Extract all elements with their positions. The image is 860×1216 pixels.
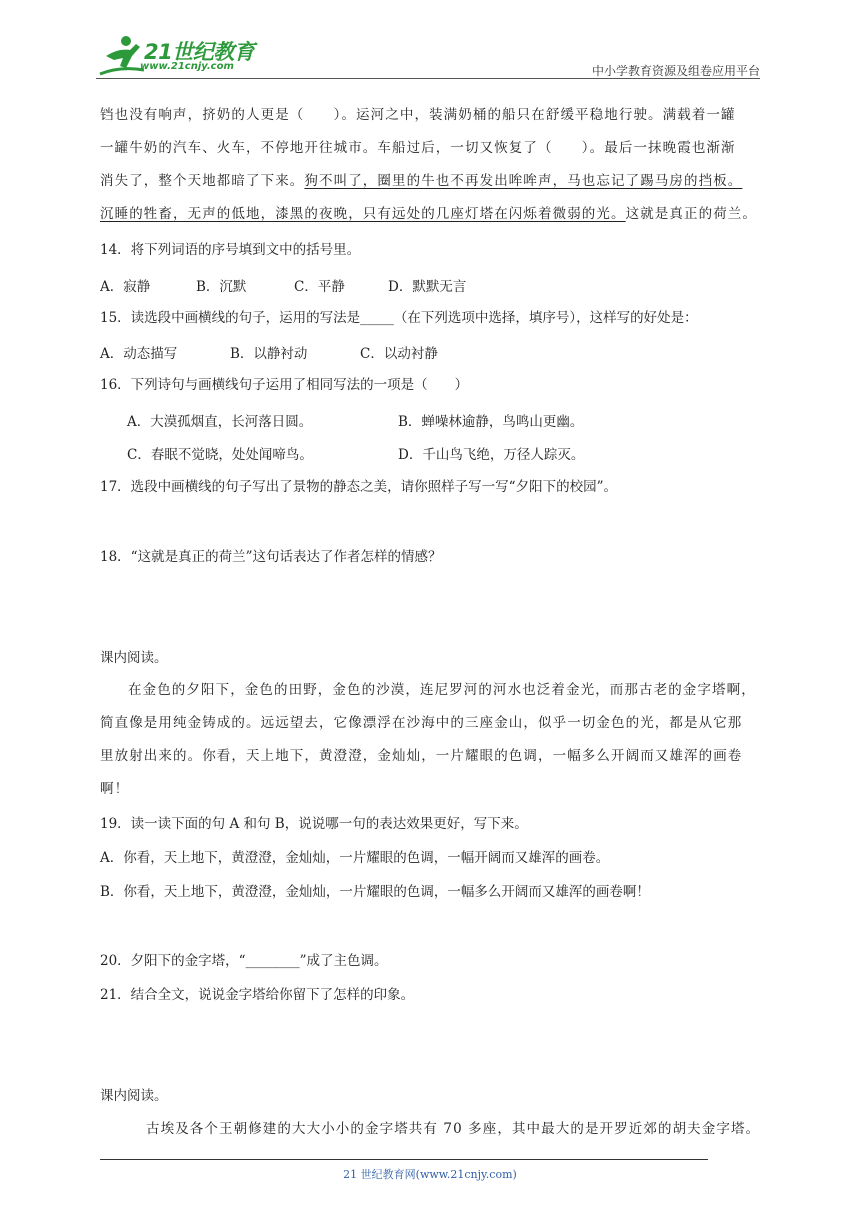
question-18: 18．“这就是真正的荷兰”这句话表达了作者怎样的情感？ <box>100 549 442 565</box>
q14-option-d: D．默默无言 <box>388 279 467 295</box>
q19-sentence-b: B．你看，天上地下，黄澄澄，金灿灿，一片耀眼的色调，一幅多么开阔而又雄浑的画卷啊！ <box>100 884 650 900</box>
header-platform-text: 中小学教育资源及组卷应用平台 <box>591 64 760 78</box>
q19-sentence-a: A．你看，天上地下，黄澄澄，金灿灿，一片耀眼的色调，一幅开阔而又雄浑的画卷。 <box>100 850 610 866</box>
question-19: 19．读一读下面的句 A 和句 B，说说哪一句的表达效果更好，写下来。 <box>100 816 528 832</box>
section2-para-line1: 在金色的夕阳下，金色的田野，金色的沙漠，连尼罗河的河水也泛着金光，而那古老的金字塔啊， <box>128 682 756 698</box>
section3-title: 课内阅读。 <box>100 1088 168 1104</box>
footer-link[interactable]: 21 世纪教育网(www.21cnjy.com) <box>343 1168 517 1181</box>
question-21: 21．结合全文，说说金字塔给你留下了怎样的印象。 <box>100 987 415 1003</box>
logo-url: www.21cnjy.com <box>140 61 234 72</box>
underlined-sentence-part1: 狗不叫了，圈里的牛也不再发出哞哞声，马也忘记了踢马房的挡板。 <box>304 173 743 189</box>
q15-option-a: A．动态描写 <box>100 346 178 362</box>
passage1-line4 <box>100 204 757 224</box>
section2-title: 课内阅读。 <box>100 650 168 666</box>
passage1-line4-plain: 这就是真正的荷兰。 <box>625 206 758 222</box>
q15-option-b: B．以静衬动 <box>230 346 308 362</box>
passage1-line2: 一罐牛奶的汽车、火车，不停地开往城市。车船过后，一切又恢复了（ ）。最后一抹晚霞也渐渐 <box>100 140 736 156</box>
q14-option-c: C．平静 <box>294 279 345 295</box>
page-header <box>96 30 760 80</box>
question-15: 15．读选段中画横线的句子，运用的写法是_____（在下列选项中选择，填序号），这样写的好处是： <box>100 310 698 326</box>
q16-option-d: D．千山鸟飞绝，万径人踪灭。 <box>398 447 585 463</box>
footer-divider <box>100 1159 708 1160</box>
section2-para-line2: 简直像是用纯金铸成的。远远望去，它像漂浮在沙海中的三座金山，似乎一切金色的光，都是从它那 <box>100 715 743 731</box>
q16-option-c: C．春眠不觉晓，处处闻啼鸟。 <box>127 447 313 463</box>
q14-option-a: A．寂静 <box>100 279 151 295</box>
underlined-sentence-part2: 沉睡的牲畜，无声的低地，漆黑的夜晚，只有远处的几座灯塔在闪烁着微弱的光。 <box>100 206 626 222</box>
question-17: 17．选段中画横线的句子写出了景物的静态之美，请你照样子写一写“夕阳下的校园”。 <box>100 479 617 495</box>
q16-option-a: A．大漠孤烟直，长河落日圆。 <box>127 414 313 430</box>
section2-para-line4: 啊！ <box>100 781 130 797</box>
logo <box>96 34 266 78</box>
question-20: 20．夕阳下的金字塔，“________”成了主色调。 <box>100 953 388 969</box>
section2-para-line3: 里放射出来的。你看，天上地下，黄澄澄，金灿灿，一片耀眼的色调，一幅多么开阔而又雄浑的画卷 <box>100 748 743 764</box>
question-14: 14．将下列词语的序号填到文中的括号里。 <box>100 242 361 258</box>
header-divider <box>96 78 760 79</box>
passage1-line3-plain: 消失了，整个天地都暗了下来。 <box>100 173 305 189</box>
running-figure-icon <box>96 34 146 78</box>
q14-option-b: B．沉默 <box>196 279 247 295</box>
passage1-line3 <box>100 171 742 191</box>
q15-option-c: C．以动衬静 <box>360 346 438 362</box>
q16-option-b: B．蝉噪林逾静，鸟鸣山更幽。 <box>398 414 584 430</box>
logo-text: 21世纪教育 <box>144 40 255 64</box>
passage1-line1: 铛也没有响声，挤奶的人更是（ ）。运河之中，装满奶桶的船只在舒缓平稳地行驶。满载着一罐 <box>100 107 736 123</box>
section3-para-line1: 古埃及各个王朝修建的大大小小的金字塔共有 70 多座，其中最大的是开罗近郊的胡夫金字塔。 <box>146 1121 761 1137</box>
question-16: 16．下列诗句与画横线句子运用了相同写法的一项是（ ） <box>100 377 469 393</box>
